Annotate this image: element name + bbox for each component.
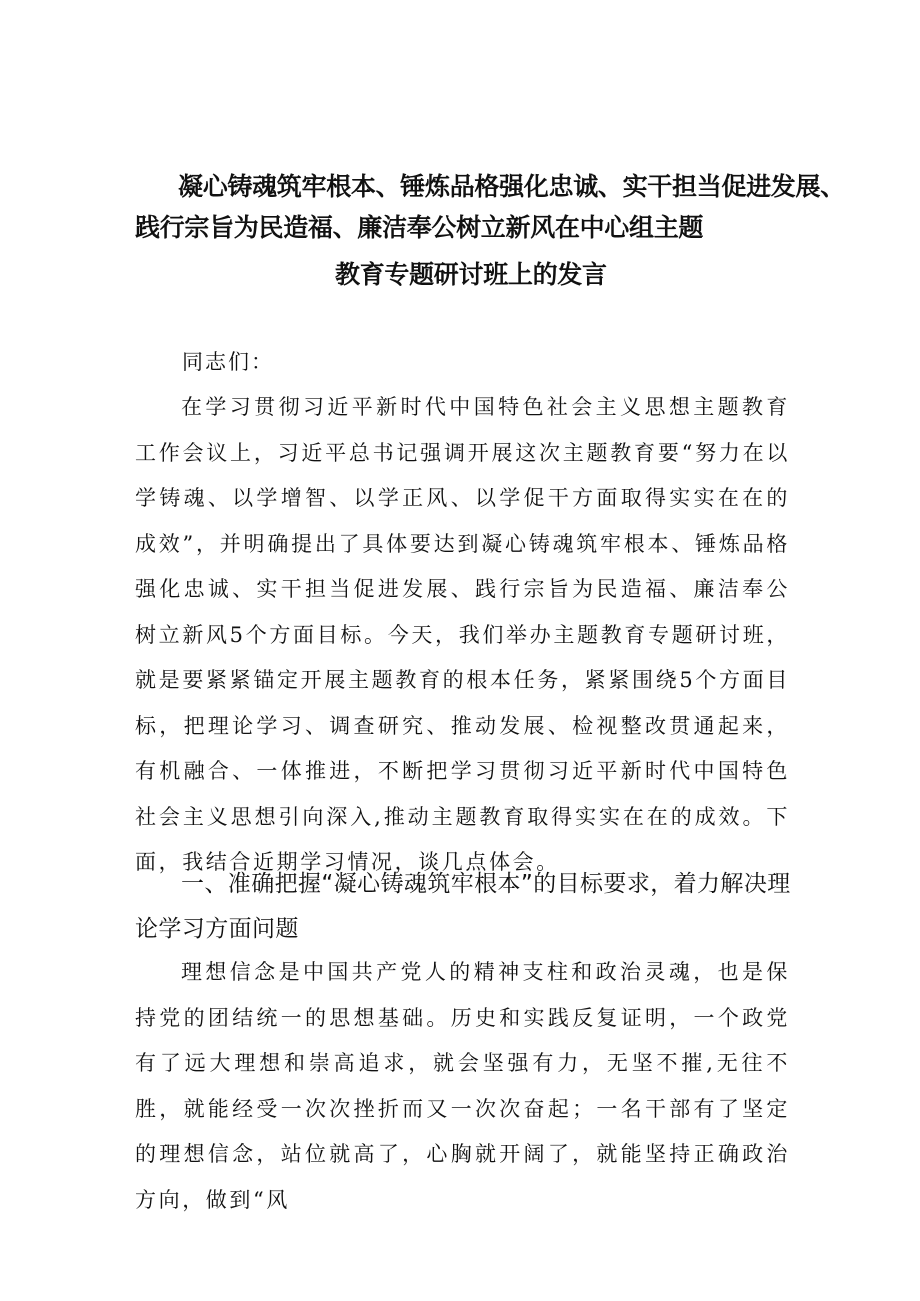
document-title-line-1: 凝心铸魂筑牢根本、锤炼品格强化忠诚、实干担当促进发展、 — [178, 172, 845, 201]
section-heading-1: 一、准确把握“凝心铸魂筑牢根本”的目标要求，着力解决理论学习方面问题 — [135, 871, 791, 942]
paragraph-section-1: 理想信念是中国共产党人的精神支柱和政治灵魂，也是保持党的团结统一的思想基础。历史和实践反复证明，一个政党有了远大理想和崇高追求，就会坚强有力，无坚不摧,无往不胜，就能经受一次次挫折而又一次次奋起；一名干部有了坚定的理想信念，站位就高了，心胸就开阔了，就能坚持正确政治方向，做到“风 — [135, 960, 790, 1212]
document-title-line-2: 践行宗旨为民造福、廉洁奉公树立新风在中心组主题 — [135, 213, 704, 242]
document-title-line-3: 教育专题研讨班上的发言 — [335, 260, 607, 289]
paragraph-intro: 在学习贯彻习近平新时代中国特色社会主义思想主题教育工作会议上，习近平总书记强调开展这次主题教育要“努力在以学铸魂、以学增智、以学正风、以学促干方面取得实实在在的成效”，并明确提出了具体要达到凝心铸魂筑牢根本、锤炼品格强化忠诚、实干担当促进发展、践行宗旨为民造福、廉洁奉公树立新风5个方面目标。今天，我们举办主题教育专题研讨班，就是要紧紧锚定开展主题教育的根本任务，紧紧围绕5个方面目标，把理论学习、调查研究、推动发展、检视整改贯通起来，有机融合、一体推进，不断把学习贯彻习近平新时代中国特色社会主义思想引向深入,推动主题教育取得实实在在的成效。下面，我结合近期学习情况，谈几点体会。 — [135, 395, 790, 874]
salutation: 同志们： — [182, 350, 274, 374]
